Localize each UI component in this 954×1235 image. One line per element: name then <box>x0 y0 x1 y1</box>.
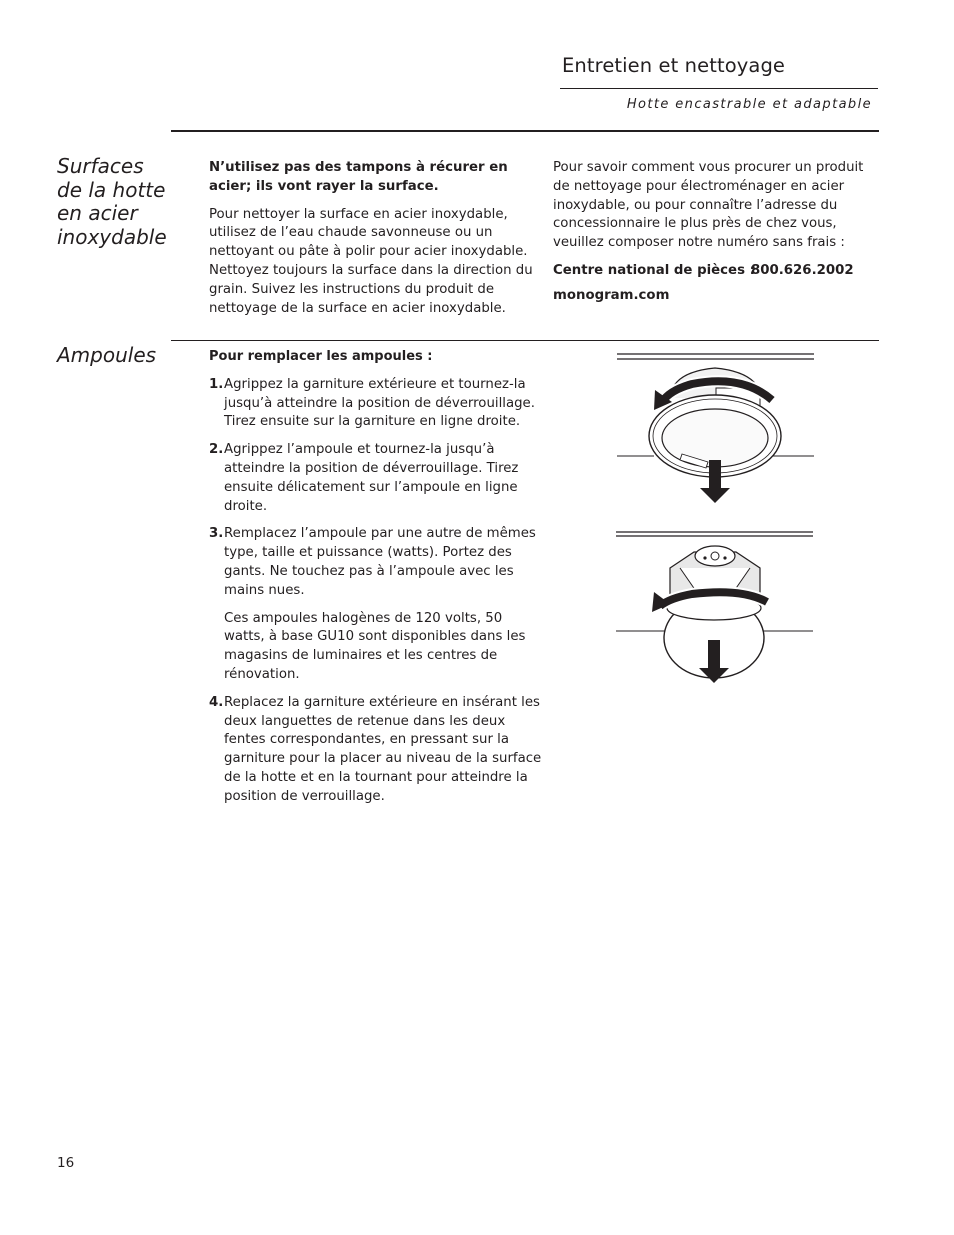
section-divider-top <box>171 130 879 132</box>
step-text: Agrippez la garniture extérieure et tournez-la jusqu’à atteindre la position de déverrouillage. Tirez ensuite sur la garniture en ligne droite. <box>224 376 535 430</box>
parts-center-row <box>553 262 879 281</box>
section-heading-bulbs: Ampoules <box>57 343 157 367</box>
page-subtitle: Hotte encastrable et adaptable <box>626 97 872 112</box>
step-number: 2. <box>209 442 224 458</box>
step-text: Remplacez l’ampoule par une autre de mêmes type, taille et puissance (watts). Portez des gants. Ne touchez pas à l’ampoule avec les mains nues. <box>224 526 536 598</box>
step-number: 1. <box>209 376 224 392</box>
trim-removal-illustration <box>612 350 818 510</box>
step-3 <box>209 525 545 600</box>
bulb-steps-column <box>209 348 545 816</box>
step-text: Replacez la garniture extérieure en insérant les deux languettes de retenue dans les deux fentes correspondantes, en pressant sur la garniture pour la placer au niveau de la surface de la hotte et en la tournant pour atteindre la position de verrouillage. <box>224 694 542 804</box>
section-divider <box>171 340 879 341</box>
website-link[interactable]: monogram.com <box>553 287 670 303</box>
parts-center-phone[interactable]: 800.626.2002 <box>751 262 854 278</box>
steel-cleaning-column <box>209 159 543 327</box>
steel-info-column <box>553 159 879 312</box>
step-number: 3. <box>209 526 224 542</box>
step-2 <box>209 441 545 516</box>
header-divider <box>560 88 878 89</box>
step-text: Agrippez l’ampoule et tournez-la jusqu’à atteindre la position de déverrouillage. Tirez ensuite délicatement sur l’ampoule en ligne droite. <box>224 442 519 514</box>
bulb-intro: Pour remplacer les ampoules : <box>209 349 433 364</box>
bulb-removal-illustration <box>612 528 818 688</box>
steel-warning: N’utilisez pas des tampons à récurer en acier; ils vont rayer la surface. <box>209 160 508 194</box>
steel-info-text: Pour savoir comment vous procurer un produit de nettoyage pour électroménager en acier inoxydable, ou pour connaître l’adresse du concessionnaire le plus près de chez vous, veuillez composer notre numéro sans frais : <box>553 160 864 251</box>
page-section-title: Entretien et nettoyage <box>562 54 786 77</box>
step-3-note <box>209 610 545 685</box>
step-number: 4. <box>209 694 224 710</box>
step-1 <box>209 376 545 432</box>
page-number: 16 <box>57 1155 75 1171</box>
website-row <box>553 287 879 306</box>
parts-center-label: Centre national de pièces : <box>553 262 755 278</box>
step-note-text: Ces ampoules halogènes de 120 volts, 50 watts, à base GU10 sont disponibles dans les magasins de luminaires et les centres de rénovation. <box>224 610 526 682</box>
steel-instructions: Pour nettoyer la surface en acier inoxydable, utilisez de l’eau chaude savonneuse ou un nettoyant ou pâte à polir pour acier inoxydable. Nettoyez toujours la surface dans la direction du grain. Suivez les instructions du produit de nettoyage de la surface en acier inoxydable. <box>209 206 533 316</box>
section-heading-steel: Surfaces de la hotte en acier inoxydable <box>57 154 167 249</box>
step-4 <box>209 694 545 807</box>
